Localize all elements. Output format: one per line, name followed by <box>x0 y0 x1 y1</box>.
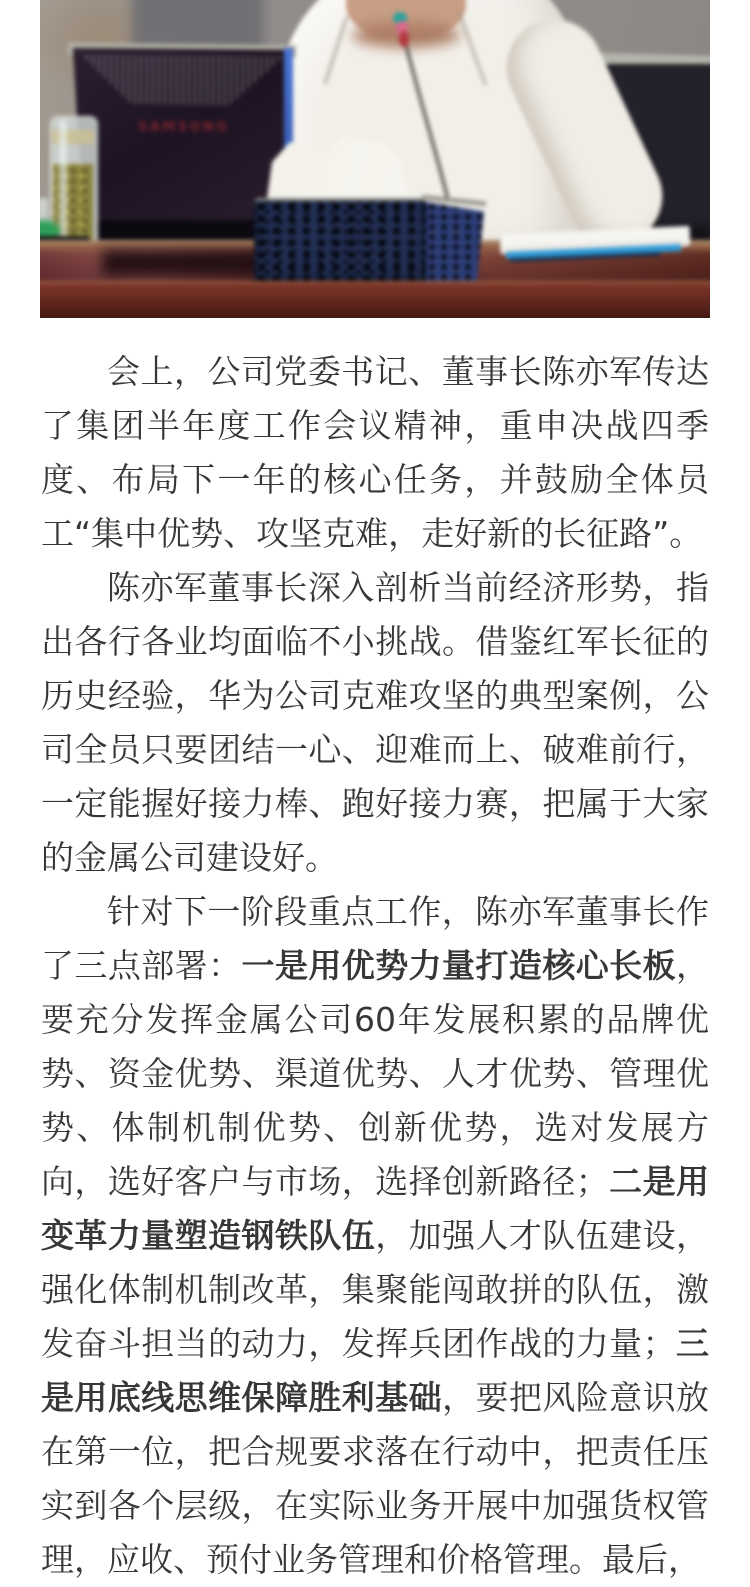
jar-highlight <box>59 120 67 244</box>
paragraph-text: ，要把风险意识放在第一位，把合规要求落在行动中，把责任压实到各个层级，在实际业务开展中加强货权管理，应收、预付业务管理和价格管理。最后， <box>41 1378 710 1579</box>
paragraph-text: ，要充分发挥金属公司60年发展积累的品牌优势、资金优势、渠道优势、人才优势、管理优势、体制机制优势、创新优势，选对发展方向，选好客户与市场，选择创新路径； <box>41 946 710 1201</box>
paragraph-text: ，加强人才队伍建设，强化体制机制改革，集聚能闯敢拼的队伍，激发奋斗担当的动力，发挥兵团作战的力量； <box>41 1216 710 1363</box>
deployment-point-bold: 三是用底线思维保障胜利基础 <box>41 1324 710 1417</box>
article-paragraph <box>41 885 709 1587</box>
article-paragraph <box>41 345 709 561</box>
article-body <box>0 345 750 1587</box>
article-paragraph <box>41 561 709 885</box>
paragraph-text: 陈亦军董事长深入剖析当前经济形势，指出各行各业均面临不小挑战。借鉴红军长征的历史经验，华为公司克难攻坚的典型案例，公司全员只要团结一心、迎难而上、破难前行，一定能握好接力棒、跑好接力赛，把属于大家的金属公司建设好。 <box>41 568 709 877</box>
photo-scene <box>40 0 710 318</box>
samsung-logo: SAMSUNG <box>138 120 230 135</box>
tissue-box-side <box>426 202 484 290</box>
deployment-point-bold: 一是用优势力量打造核心长板 <box>241 946 677 985</box>
tissue-box <box>254 198 426 287</box>
article-image[interactable] <box>40 0 710 318</box>
desk-front-panel <box>40 284 710 318</box>
paragraph-text: 会上，公司党委书记、董事长陈亦军传达了集团半年度工作会议精神，重申决战四季度、布局下一年的核心任务，并鼓励全体员工“集中优势、攻坚克难，走好新的长征路”。 <box>41 352 709 553</box>
deployment-point-bold: 二是用变革力量塑造钢铁队伍 <box>41 1162 710 1255</box>
paragraph-text: 针对下一阶段重点工作，陈亦军董事长作了三点部署： <box>41 892 709 985</box>
